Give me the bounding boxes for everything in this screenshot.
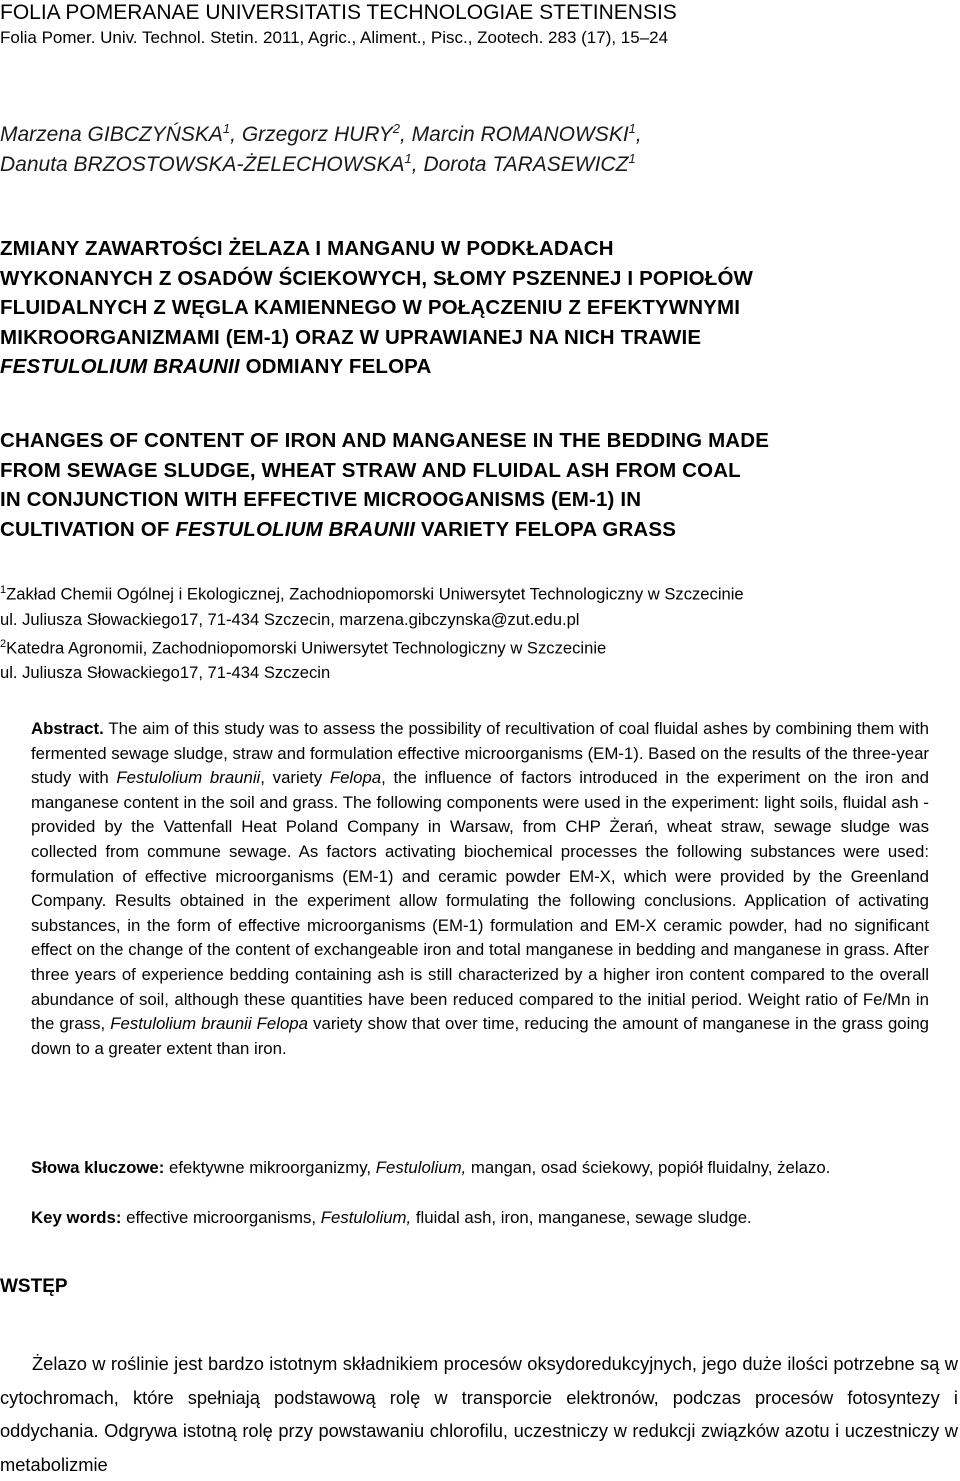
authors-line-1: Marzena GIBCZYŃSKA$^1$, Grzegorz HURY$^2$, Marcin ROMANOWSKI$^1$, [0,121,642,146]
affiliations [0,578,744,685]
intro-paragraph: Żelazo w roślinie jest bardzo istotnym składnikiem procesów oksydoredukcyjnych, jego duże ilości potrzebne są w cytochromach, które spełniają podstawową rolę w transporcie elektronów, podczas procesów fotosyntezy i oddychania. Odgrywa istotną rolę przy powstawaniu chlorofilu, uczestniczy w redukcji związków azotu i uczestniczy w metabolizmie [0,1353,958,1475]
keywords-polish-label: Słowa kluczowe: [31,1158,170,1177]
keywords-polish: Słowa kluczowe: efektywne mikroorganizmy, Festulolium, mangan, osad ściekowy, popiół fluidalny, żelazo. [31,1156,931,1181]
journal-name: FOLIA POMERANAE UNIVERSITATIS TECHNOLOGIAE STETINENSIS [0,1,677,24]
author-name: Marcin ROMANOWSKI [411,123,629,146]
keywords-english-label: Key words: [31,1208,127,1227]
authors-line-2: Danuta BRZOSTOWSKA-ŻELECHOWSKA$^1$, Dorota TARASEWICZ$^1$ [0,151,636,176]
author-name: Danuta BRZOSTOWSKA-ŻELECHOWSKA [0,153,405,176]
journal-citation: Folia Pomer. Univ. Technol. Stetin. 2011, Agric., Aliment., Pisc., Zootech. 283 (17), 15–24 [0,28,669,47]
keywords-english: Key words: effective microorganisms, Festulolium, fluidal ash, iron, manganese, sewage sludge. [31,1208,752,1227]
author-name: Marzena GIBCZYŃSKA [0,123,223,146]
title-english: CHANGES OF CONTENT OF IRON AND MANGANESE IN THE BEDDING MADE FROM SEWAGE SLUDGE, WHEAT STRAW AND FLUIDAL ASH FROM COAL IN CONJUNCTION WITH EFFECTIVE MICROOGANISMS (EM-1) IN CULTIVATION OF FESTULOLIUM BRAUNII VARIETY FELOPA GRASS [0,429,770,541]
author-affiliation-mark: 1 [404,151,412,166]
affiliation-1-address: ul. Juliusza Słowackiego17, 71-434 Szczecin, marzena.gibczynska@zut.edu.pl [0,609,580,629]
author-affiliation-mark: 1 [628,151,636,166]
abstract: Abstract. The aim of this study was to assess the possibility of recultivation of coal fluidal ashes by combining them with fermented sewage sludge, straw and formulation effective microorganisms (EM-1). Based on the results of the three-year study with Festulolium braunii, variety Felopa, the influence of factors introduced in the experiment on the iron and manganese content in the soil and grass. The following components were used in the experiment: light soils, fluidal ash - provided by the Vattenfall Heat Poland Company in Warsaw, from CHP Żerań, wheat straw, sewage sludge was collected from commune sewage. As factors activating biochemical processes the following substances were used: formulation of effective microorganisms (EM-1) and ceramic powder EM-X, which were provided by the Greenland Company. Results obtained in the experiment allow formulating the following conclusions. Application of activating substances, in the form of effective microorganisms (EM-1) formulation and EM-X ceramic powder, had no significant effect on the change of the content of exchangeable iron and total manganese in bedding and manganese in grass. After three years of experience bedding containing ash is still characterized by a higher iron content compared to the overall abundance of soil, although these quantities have been reduced compared to the initial period. Weight ratio of Fe/Mn in the grass, Festulolium braunii Felopa variety show that over time, reducing the amount of manganese in the grass going down to a greater extent than iron. [31,719,930,1058]
affiliation-2: $^2$Katedra Agronomii, Zachodniopomorski Uniwersytet Technologiczny w Szczecinie [0,637,607,658]
author-name: Grzegorz HURY [241,123,393,146]
author-affiliation-mark: 1 [222,121,231,136]
author-name: Dorota TARASEWICZ [423,153,629,176]
abstract-label: Abstract. [31,719,104,738]
title-polish: ZMIANY ZAWARTOŚCI ŻELAZA I MANGANU W PODKŁADACH WYKONANYCH Z OSADÓW ŚCIEKOWYCH, SŁOMY PSZENNEJ I POPIOŁÓW FLUIDALNYCH Z WĘGLA KAMIENNEGO W POŁĄCZENIU Z EFEKTYWNYMI MIKROORGANIZMAMI (EM-1) ORAZ W UPRAWIANEJ NA NICH TRAWIE FESTULOLIUM BRAUNII ODMIANY FELOPA [0,237,754,378]
author-affiliation-mark: 2 [392,121,400,136]
affiliation-2-address: ul. Juliusza Słowackiego17, 71-434 Szczecin [0,663,331,683]
affiliation-1: $^1$Zakład Chemii Ogólnej i Ekologicznej, Zachodniopomorski Uniwersytet Technologiczny w Szczecinie [0,584,744,604]
section-heading: WSTĘP [0,1276,68,1297]
author-affiliation-mark: 1 [628,121,636,136]
